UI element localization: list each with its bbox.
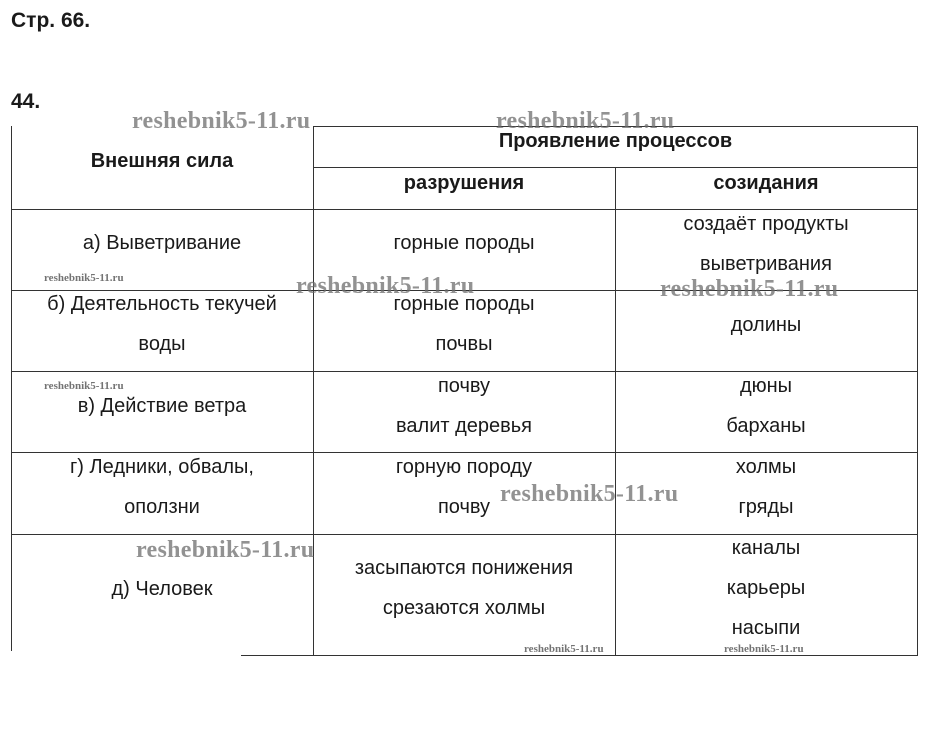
row-3-force: в) Действие ветра bbox=[77, 395, 247, 417]
header-processes: Проявление процессов bbox=[498, 130, 733, 152]
header-force: Внешняя сила bbox=[90, 150, 234, 172]
row-3-destruction: почву валит деревья bbox=[396, 375, 532, 437]
watermark: reshebnik5-11.ru bbox=[296, 273, 475, 299]
row-4-creation: холмы гряды bbox=[735, 456, 797, 518]
watermark: reshebnik5-11.ru bbox=[660, 276, 839, 302]
watermark: reshebnik5-11.ru bbox=[132, 108, 311, 134]
watermark: reshebnik5-11.ru bbox=[136, 537, 315, 563]
row-2-creation: долины bbox=[730, 314, 802, 336]
watermark-small: reshebnik5-11.ru bbox=[524, 643, 604, 655]
page-number: Стр. 66. bbox=[11, 9, 91, 32]
row-1-force: а) Выветривание bbox=[82, 232, 242, 254]
row-4-force: г) Ледники, обвалы, оползни bbox=[70, 456, 254, 518]
row-1-creation: создаёт продукты выветривания bbox=[683, 213, 849, 275]
row-5-force: д) Человек bbox=[111, 578, 213, 600]
watermark: reshebnik5-11.ru bbox=[496, 108, 675, 134]
watermark-small: reshebnik5-11.ru bbox=[44, 380, 124, 392]
row-3-creation: дюны барханы bbox=[726, 375, 806, 437]
header-destruction: разрушения bbox=[403, 172, 525, 194]
table-border-right bbox=[917, 126, 918, 656]
row-4-destruction: горную породу почву bbox=[395, 456, 533, 518]
row-2-destruction: горные породы почвы bbox=[393, 293, 535, 355]
header-creation: созидания bbox=[713, 172, 819, 194]
row-5-creation: каналы карьеры насыпи bbox=[726, 537, 806, 639]
row-5-destruction: засыпаются понижения срезаются холмы bbox=[354, 557, 574, 619]
table-border-bottom bbox=[241, 655, 918, 656]
watermark-small: reshebnik5-11.ru bbox=[724, 643, 804, 655]
row-2-force: б) Деятельность текучей воды bbox=[47, 293, 277, 355]
task-number: 44. bbox=[11, 90, 41, 113]
processes-table bbox=[11, 126, 918, 656]
watermark-small: reshebnik5-11.ru bbox=[44, 272, 124, 284]
row-1-destruction: горные породы bbox=[393, 232, 535, 254]
watermark: reshebnik5-11.ru bbox=[500, 481, 679, 507]
